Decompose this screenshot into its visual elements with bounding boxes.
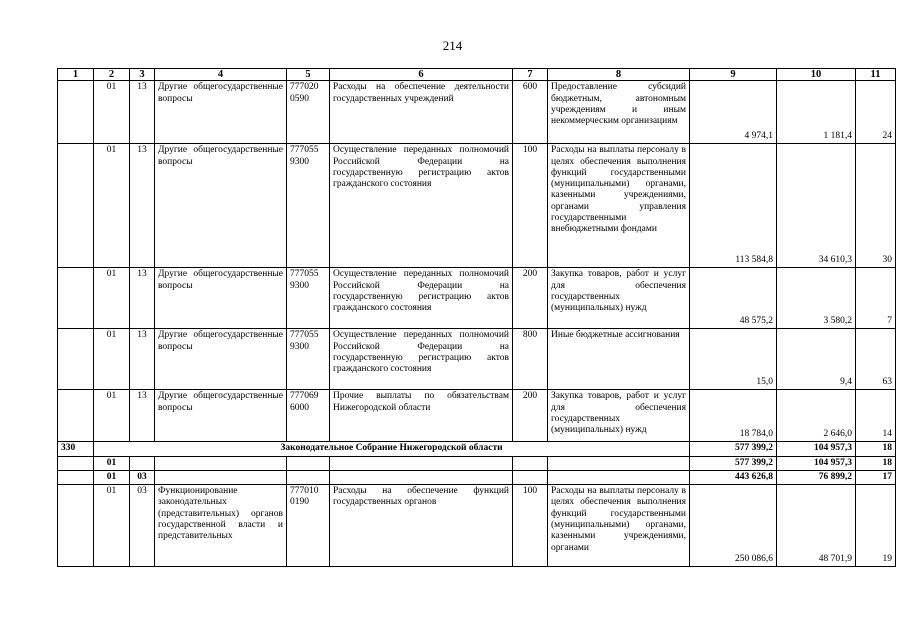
col-header-7: 7 xyxy=(513,69,548,81)
subsection-code: 03 xyxy=(130,470,155,484)
cell-col10: 3 580,2 xyxy=(777,268,856,329)
org-code: 330 xyxy=(58,442,94,456)
cell-c1 xyxy=(58,485,94,567)
cell-c1 xyxy=(58,144,94,268)
cell-expense-name: Расходы на выплаты персоналу в целях обеспечения выполнения функций государственными (муниципальными) органами, казенными учреждениями, органами xyxy=(548,485,690,567)
col-header-1: 1 xyxy=(58,69,94,81)
cell-col10: 48 701,9 xyxy=(777,485,856,567)
subsection-col11: 17 xyxy=(856,470,896,484)
cell-expense-code: 800 xyxy=(513,329,548,390)
subsection-col10: 76 899,2 xyxy=(777,470,856,484)
section-total-row xyxy=(58,456,896,470)
budget-table xyxy=(57,68,896,567)
section-col11: 18 xyxy=(856,456,896,470)
col-header-11: 11 xyxy=(856,69,896,81)
col-header-9: 9 xyxy=(690,69,777,81)
cell-subsection: 13 xyxy=(130,390,155,442)
cell-col9: 113 584,8 xyxy=(690,144,777,268)
cell-target-name: Расходы на обеспечение деятельности государственных учреждений xyxy=(330,81,513,144)
cell-target-code: 777010 0190 xyxy=(287,485,330,567)
cell-col10: 9,4 xyxy=(777,329,856,390)
cell-c1 xyxy=(58,268,94,329)
cell-col11: 19 xyxy=(856,485,896,567)
table-row xyxy=(58,81,896,144)
cell-col9: 15,0 xyxy=(690,329,777,390)
cell-col11: 14 xyxy=(856,390,896,442)
column-header-row xyxy=(58,69,896,81)
table-row xyxy=(58,144,896,268)
cell-target-name: Прочие выплаты по обязательствам Нижегородской области xyxy=(330,390,513,442)
cell-c1 xyxy=(58,81,94,144)
col-header-3: 3 xyxy=(130,69,155,81)
cell-c1 xyxy=(58,329,94,390)
cell-col9: 4 974,1 xyxy=(690,81,777,144)
col-header-10: 10 xyxy=(777,69,856,81)
cell-c1 xyxy=(58,456,94,470)
cell-subsection-name: Функционирование законодательных (представительных) органов государственной власти и представительных xyxy=(155,485,287,567)
cell-expense-code: 100 xyxy=(513,485,548,567)
col-header-2: 2 xyxy=(94,69,130,81)
cell-expense-code: 100 xyxy=(513,144,548,268)
cell-target-code: 777055 9300 xyxy=(287,144,330,268)
cell-expense-code: 200 xyxy=(513,390,548,442)
org-row xyxy=(58,442,896,456)
cell-col11: 30 xyxy=(856,144,896,268)
cell-expense-code: 200 xyxy=(513,268,548,329)
section-col9: 577 399,2 xyxy=(690,456,777,470)
cell-target-code: 777069 6000 xyxy=(287,390,330,442)
cell-section: 01 xyxy=(94,81,130,144)
cell-target-code: 777055 9300 xyxy=(287,329,330,390)
cell-col11: 7 xyxy=(856,268,896,329)
cell-target-code: 777055 9300 xyxy=(287,268,330,329)
cell-c1 xyxy=(58,470,94,484)
col-header-8: 8 xyxy=(548,69,690,81)
cell-target-name: Осуществление переданных полномочий Российской Федерации на государственную регистрацию актов гражданского состояния xyxy=(330,268,513,329)
cell-subsection-name: Другие общегосударственные вопросы xyxy=(155,329,287,390)
org-name: Законодательное Собрание Нижегородской области xyxy=(94,442,690,456)
cell-col11: 63 xyxy=(856,329,896,390)
cell-col9: 250 086,6 xyxy=(690,485,777,567)
cell-target-code: 777020 0590 xyxy=(287,81,330,144)
cell-section: 01 xyxy=(94,268,130,329)
cell-subsection: 13 xyxy=(130,144,155,268)
org-col10: 104 957,3 xyxy=(777,442,856,456)
subsection-total-row xyxy=(58,470,896,484)
cell-subsection-name: Другие общегосударственные вопросы xyxy=(155,144,287,268)
cell-section: 01 xyxy=(94,390,130,442)
cell-subsection: 03 xyxy=(130,485,155,567)
table-row xyxy=(58,329,896,390)
cell-target-name: Осуществление переданных полномочий Российской Федерации на государственную регистрацию актов гражданского состояния xyxy=(330,329,513,390)
col-header-4: 4 xyxy=(155,69,287,81)
cell-subsection-name: Другие общегосударственные вопросы xyxy=(155,390,287,442)
cell-expense-name: Предоставление субсидий бюджетным, автономным учреждениям и иным некоммерческим организациям xyxy=(548,81,690,144)
cell-expense-name: Иные бюджетные ассигнования xyxy=(548,329,690,390)
cell-col10: 1 181,4 xyxy=(777,81,856,144)
cell-expense-name: Расходы на выплаты персоналу в целях обеспечения выполнения функций государственными (муниципальными) органами, казенными учреждениями, органами управления государственными внебюджетными фондами xyxy=(548,144,690,268)
cell-section: 01 xyxy=(94,144,130,268)
section-code: 01 xyxy=(94,456,130,470)
table-row xyxy=(58,390,896,442)
cell-expense-code: 600 xyxy=(513,81,548,144)
col-header-5: 5 xyxy=(287,69,330,81)
table-row xyxy=(58,485,896,567)
cell-section: 01 xyxy=(94,485,130,567)
cell-section: 01 xyxy=(94,329,130,390)
cell-subsection-name: Другие общегосударственные вопросы xyxy=(155,268,287,329)
cell-target-name: Расходы на обеспечение функций государственных органов xyxy=(330,485,513,567)
cell-c1 xyxy=(58,390,94,442)
cell-subsection-name: Другие общегосударственные вопросы xyxy=(155,81,287,144)
cell-col11: 24 xyxy=(856,81,896,144)
cell-expense-name: Закупка товаров, работ и услуг для обеспечения государственных (муниципальных) нужд xyxy=(548,268,690,329)
cell-expense-name: Закупка товаров, работ и услуг для обеспечения государственных (муниципальных) нужд xyxy=(548,390,690,442)
org-col9: 577 399,2 xyxy=(690,442,777,456)
subsection-section-code: 01 xyxy=(94,470,130,484)
page-number: 214 xyxy=(442,38,463,53)
cell-subsection: 13 xyxy=(130,329,155,390)
subsection-col9: 443 626,8 xyxy=(690,470,777,484)
cell-col10: 2 646,0 xyxy=(777,390,856,442)
cell-col10: 34 610,3 xyxy=(777,144,856,268)
cell-subsection: 13 xyxy=(130,268,155,329)
cell-target-name: Осуществление переданных полномочий Российской Федерации на государственную регистрацию актов гражданского состояния xyxy=(330,144,513,268)
cell-col9: 48 575,2 xyxy=(690,268,777,329)
table-row xyxy=(58,268,896,329)
section-col10: 104 957,3 xyxy=(777,456,856,470)
cell-subsection: 13 xyxy=(130,81,155,144)
col-header-6: 6 xyxy=(330,69,513,81)
cell-col9: 18 784,0 xyxy=(690,390,777,442)
org-col11: 18 xyxy=(856,442,896,456)
